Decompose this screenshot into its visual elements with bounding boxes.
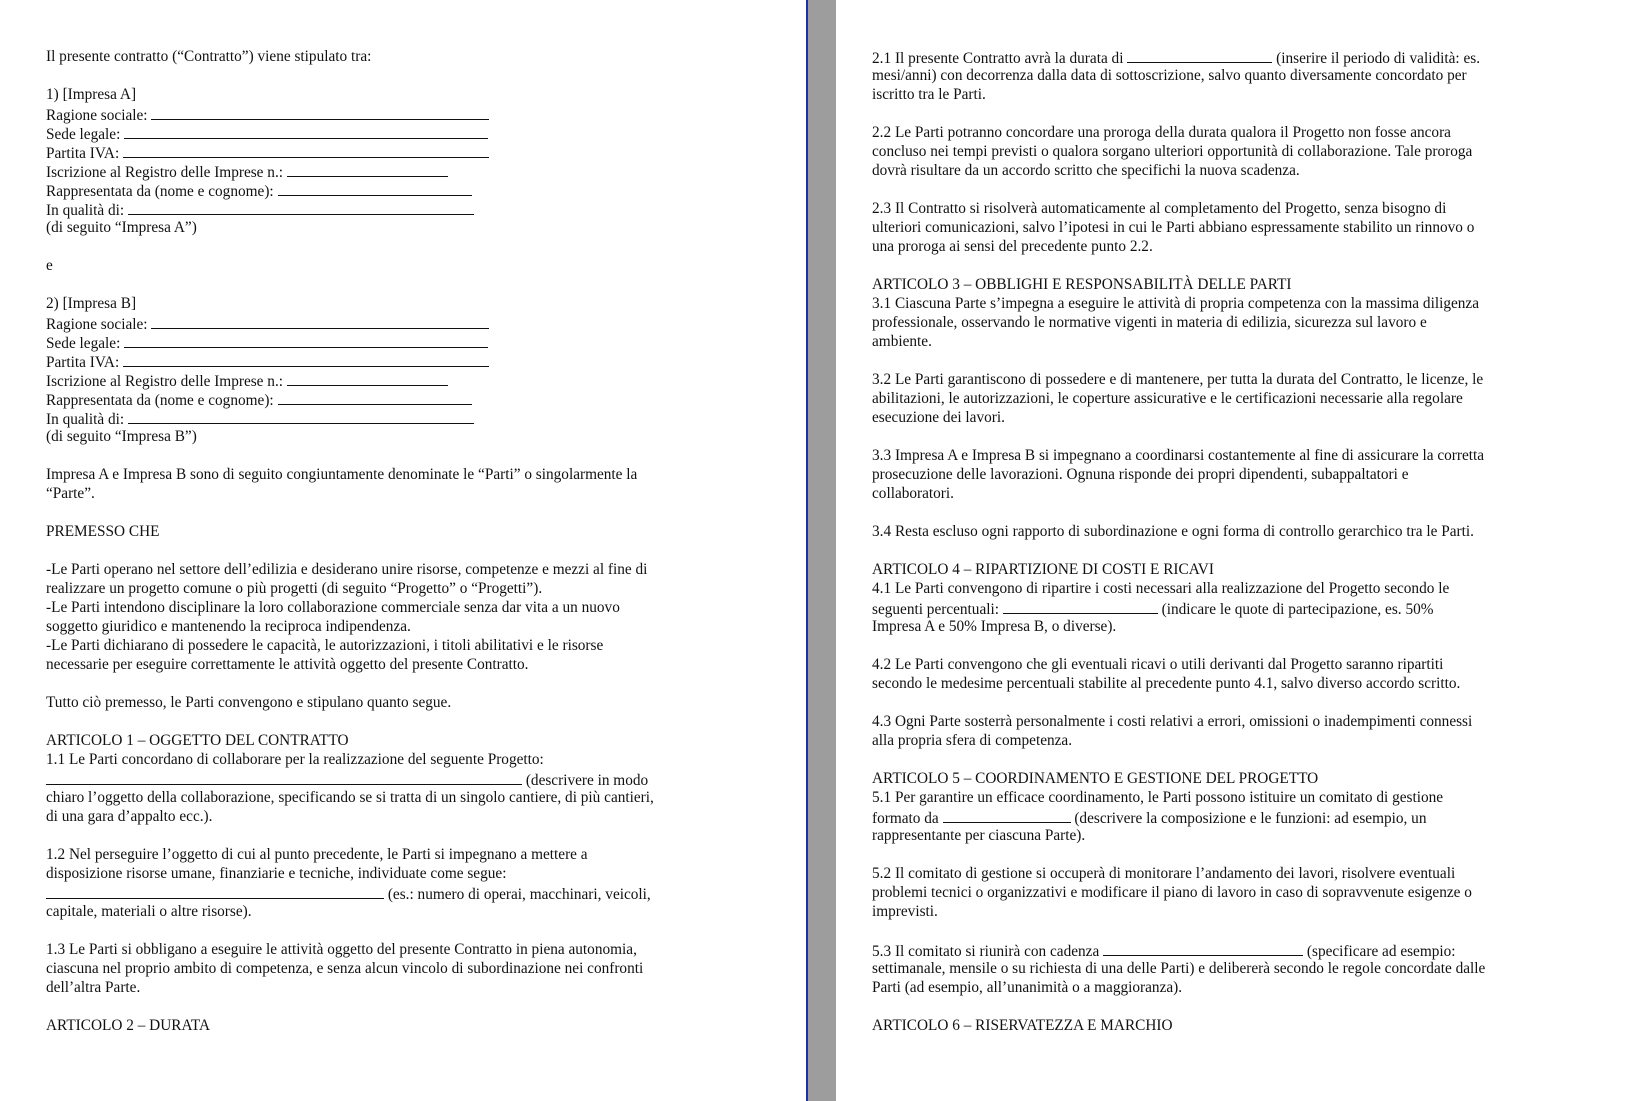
clause-1-3-line-3: dell’altra Parte. xyxy=(46,979,141,996)
clause-2-3-line-1: 2.3 Il Contratto si risolverà automaticamente al completamento del Progetto, senza bisogno di xyxy=(872,200,1447,217)
article-2-2 xyxy=(872,123,1562,180)
clause-4-1-line-1: 4.1 Le Parti convengono di ripartire i costi necessari alla realizzazione del Progetto secondo le xyxy=(872,580,1450,597)
clause-1-2-line-4: capitale, materiali o altre risorse). xyxy=(46,903,252,920)
clause-4-1-line-2a: seguenti percentuali: xyxy=(872,601,1003,618)
parti-definition xyxy=(46,465,746,503)
article-3-heading: ARTICOLO 3 – OBBLIGHI E RESPONSABILITÀ DELLE PARTI xyxy=(872,276,1292,293)
clause-5-3-line-2: settimanale, mensile o su richiesta di una delle Parti) e delibererà secondo le regole concordate dalle xyxy=(872,960,1486,977)
article-2-1 xyxy=(872,47,1562,104)
clause-2-1-line-1b: (inserire il periodo di validità: es. xyxy=(1272,50,1481,67)
premesso-item-1-line-2: realizzare un progetto comune o più progetti (di seguito “Progetto” o “Progetti”). xyxy=(46,580,543,597)
clause-1-2-line-1: 1.2 Nel perseguire l’oggetto di cui al punto precedente, le Parti si impegnano a mettere a xyxy=(46,846,588,863)
premesso-item-3-line-2: necessarie per eseguire correttamente le attività oggetto del presente Contratto. xyxy=(46,656,529,673)
document-page-left[interactable] xyxy=(0,0,806,1101)
clause-1-1-field[interactable] xyxy=(46,769,522,785)
clause-5-3-line-1b: (specificare ad esempio: xyxy=(1303,943,1456,960)
party-b-qualita-label: In qualità di: xyxy=(46,411,125,428)
party-b-registro-label: Iscrizione al Registro delle Imprese n.: xyxy=(46,373,284,390)
party-b-heading: 2) [Impresa B] xyxy=(46,295,137,312)
party-b-piva-field[interactable] xyxy=(123,351,489,367)
conjunction-e: e xyxy=(46,257,53,274)
article-5-2 xyxy=(872,864,1562,921)
party-b-ragione-field[interactable] xyxy=(151,313,489,329)
clause-5-1-line-3: rappresentante per ciascuna Parte). xyxy=(872,827,1086,844)
clause-3-3-line-1: 3.3 Impresa A e Impresa B si impegnano a coordinarsi costantemente al fine di assicurare la corretta xyxy=(872,447,1485,464)
article-6-heading: ARTICOLO 6 – RISERVATEZZA E MARCHIO xyxy=(872,1017,1173,1034)
article-1-heading: ARTICOLO 1 – OGGETTO DEL CONTRATTO xyxy=(46,732,349,749)
clause-2-1-field[interactable] xyxy=(1127,47,1272,63)
tutto-premesso: Tutto ciò premesso, le Parti convengono e stipulano quanto segue. xyxy=(46,694,452,711)
party-a-rappresentata-label: Rappresentata da (nome e cognome): xyxy=(46,183,274,200)
party-a-ragione-field[interactable] xyxy=(151,104,489,120)
clause-1-2-line-2: disposizione risorse umane, finanziarie e tecniche, individuate come segue: xyxy=(46,865,507,882)
clause-4-1-field[interactable] xyxy=(1003,598,1158,614)
article-4-2 xyxy=(872,655,1562,693)
clause-5-1-line-2b: (descrivere la composizione e le funzioni: ad esempio, un xyxy=(1070,810,1427,827)
clause-4-2-line-1: 4.2 Le Parti convengono che gli eventuali ricavi o utili derivanti dal Progetto saranno ripartiti xyxy=(872,656,1444,673)
clause-2-2-line-3: dovrà risultare da un accordo scritto che specifichi la nuova scadenza. xyxy=(872,162,1300,179)
parti-line-2: “Parte”. xyxy=(46,485,95,502)
party-b-ragione-label: Ragione sociale: xyxy=(46,316,148,333)
clause-5-2-line-3: imprevisti. xyxy=(872,903,938,920)
clause-2-3-line-3: una proroga ai sensi del precedente punto 2.2. xyxy=(872,238,1153,255)
clause-4-3-line-1: 4.3 Ogni Parte sosterrà personalmente i costi relativi a errori, omissioni o inadempimenti connessi xyxy=(872,713,1473,730)
party-b-piva-label: Partita IVA: xyxy=(46,354,120,371)
clause-3-2-line-1: 3.2 Le Parti garantiscono di possedere e di mantenere, per tutta la durata del Contratto, le licenze, le xyxy=(872,371,1484,388)
article-4-1 xyxy=(872,560,1562,636)
clause-5-3-line-3: Parti (ad esempio, all’unanimità o a maggioranza). xyxy=(872,979,1183,996)
clause-3-3-line-3: collaboratori. xyxy=(872,485,954,502)
premesso-item-3-line-1: -Le Parti dichiarano di possedere le capacità, le autorizzazioni, i titoli abilitativi e le risorse xyxy=(46,637,604,654)
page-left-text xyxy=(46,47,746,1035)
party-a-registro-label: Iscrizione al Registro delle Imprese n.: xyxy=(46,164,284,181)
article-5-1 xyxy=(872,769,1562,845)
article-4-heading: ARTICOLO 4 – RIPARTIZIONE DI COSTI E RICAVI xyxy=(872,561,1214,578)
article-4-3 xyxy=(872,712,1562,750)
clause-1-1-line-4: di una gara d’appalto ecc.). xyxy=(46,808,213,825)
party-b-sede-label: Sede legale: xyxy=(46,335,121,352)
party-a-qualita-field[interactable] xyxy=(128,199,474,215)
party-a-piva-label: Partita IVA: xyxy=(46,145,120,162)
article-5-3 xyxy=(872,940,1562,997)
page-right-text xyxy=(872,47,1562,1035)
party-b-qualita-field[interactable] xyxy=(128,408,474,424)
clause-5-2-line-1: 5.2 Il comitato di gestione si occuperà di monitorare l’andamento dei lavori, risolvere eventuali xyxy=(872,865,1456,882)
article-1-2 xyxy=(46,845,746,921)
party-a-heading: 1) [Impresa A] xyxy=(46,86,137,103)
party-a-registro-field[interactable] xyxy=(287,161,448,177)
clause-5-3-field[interactable] xyxy=(1103,940,1303,956)
clause-3-2-line-2: abilitazioni, le autorizzazioni, le coperture assicurative e le certificazioni necessarie alla regolare xyxy=(872,390,1463,407)
party-b-registro-field[interactable] xyxy=(287,370,448,386)
party-a-qualita-label: In qualità di: xyxy=(46,202,125,219)
clause-2-2-line-2: concluso nei tempi previsti o qualora sorgano ulteriori opportunità di collaborazione. Tale proroga xyxy=(872,143,1473,160)
article-2-3 xyxy=(872,199,1562,256)
article-1-3 xyxy=(46,940,746,997)
clause-2-1-line-2: mesi/anni) con decorrenza dalla data di sottoscrizione, salvo quanto diversamente concordato per xyxy=(872,67,1467,84)
article-3-2 xyxy=(872,370,1562,427)
clause-2-2-line-1: 2.2 Le Parti potranno concordare una proroga della durata qualora il Progetto non fosse ancora xyxy=(872,124,1451,141)
clause-4-1-line-2b: (indicare le quote di partecipazione, es. 50% xyxy=(1157,601,1434,618)
clause-4-1-line-3: Impresa A e 50% Impresa B, o diverse). xyxy=(872,618,1117,635)
clause-1-1-line-3: chiaro l’oggetto della collaborazione, specificando se si tratta di un singolo cantiere, di più cantieri, xyxy=(46,789,654,806)
clause-2-1-line-1a: 2.1 Il presente Contratto avrà la durata di xyxy=(872,50,1128,67)
clause-1-1-line-2: (descrivere in modo xyxy=(522,772,649,789)
party-b-rappresentata-field[interactable] xyxy=(278,389,472,405)
clause-5-2-line-2: problemi tecnici o organizzativi e modificare il piano di lavoro in caso di sopravvenute esigenze o xyxy=(872,884,1472,901)
article-3-1 xyxy=(872,275,1562,351)
article-2-heading: ARTICOLO 2 – DURATA xyxy=(46,1017,210,1034)
clause-1-3-line-1: 1.3 Le Parti si obbligano a eseguire le attività oggetto del presente Contratto in piena autonomia, xyxy=(46,941,637,958)
party-a-rappresentata-field[interactable] xyxy=(278,180,472,196)
party-a-sede-label: Sede legale: xyxy=(46,126,121,143)
clause-1-2-field[interactable] xyxy=(46,883,384,899)
clause-5-1-line-2a: formato da xyxy=(872,810,943,827)
party-a-piva-field[interactable] xyxy=(123,142,489,158)
party-a-seguito: (di seguito “Impresa A”) xyxy=(46,219,197,236)
premesso-item-2-line-2: soggetto giuridico e mantenendo la reciproca indipendenza. xyxy=(46,618,411,635)
clause-3-2-line-3: esecuzione dei lavori. xyxy=(872,409,1005,426)
article-5-heading: ARTICOLO 5 – COORDINAMENTO E GESTIONE DEL PROGETTO xyxy=(872,770,1319,787)
party-b-sede-field[interactable] xyxy=(124,332,488,348)
intro-text: Il presente contratto (“Contratto”) viene stipulato tra: xyxy=(46,48,372,65)
party-a-block xyxy=(46,85,746,237)
clause-5-1-field[interactable] xyxy=(943,807,1071,823)
party-b-seguito: (di seguito “Impresa B”) xyxy=(46,428,197,445)
clause-4-3-line-2: alla propria sfera di competenza. xyxy=(872,732,1073,749)
clause-2-3-line-2: ulteriori comunicazioni, salvo l’ipotesi in cui le Parti abbiano espressamente stabilito un rinnovo o xyxy=(872,219,1475,236)
premesso-list xyxy=(46,560,746,674)
clause-3-1-line-1: 3.1 Ciascuna Parte s’impegna a eseguire le attività di propria competenza con la massima diligenza xyxy=(872,295,1479,312)
page-gutter xyxy=(806,0,838,1101)
clause-1-2-line-3: (es.: numero di operai, macchinari, veicoli, xyxy=(384,886,651,903)
clause-2-1-line-3: iscritto tra le Parti. xyxy=(872,86,986,103)
clause-1-1-line-1: 1.1 Le Parti concordano di collaborare per la realizzazione del seguente Progetto: xyxy=(46,751,544,768)
clause-5-3-line-1a: 5.3 Il comitato si riunirà con cadenza xyxy=(872,943,1104,960)
clause-5-1-line-1: 5.1 Per garantire un efficace coordinamento, le Parti possono istituire un comitato di gestione xyxy=(872,789,1444,806)
clause-3-3-line-2: prosecuzione delle lavorazioni. Ognuna risponde dei propri dipendenti, subappaltatori e xyxy=(872,466,1409,483)
article-1-1 xyxy=(46,731,746,826)
clause-3-4-line-1: 3.4 Resta escluso ogni rapporto di subordinazione e ogni forma di controllo gerarchico tra le Parti. xyxy=(872,523,1474,540)
party-a-ragione-label: Ragione sociale: xyxy=(46,107,148,124)
party-b-block xyxy=(46,294,746,446)
party-a-sede-field[interactable] xyxy=(124,123,488,139)
article-3-4 xyxy=(872,522,1562,541)
article-3-3 xyxy=(872,446,1562,503)
premesso-heading: PREMESSO CHE xyxy=(46,523,160,540)
clause-3-1-line-2: professionale, osservando le normative vigenti in materia di edilizia, sicurezza sul lavoro e xyxy=(872,314,1427,331)
premesso-item-2-line-1: -Le Parti intendono disciplinare la loro collaborazione commerciale senza dar vita a un nuovo xyxy=(46,599,620,616)
clause-3-1-line-3: ambiente. xyxy=(872,333,932,350)
document-page-right[interactable] xyxy=(836,0,1639,1101)
parti-line-1: Impresa A e Impresa B sono di seguito congiuntamente denominate le “Parti” o singolarmente la xyxy=(46,466,638,483)
clause-4-2-line-2: secondo le medesime percentuali stabilite al precedente punto 4.1, salvo diverso accordo scritto. xyxy=(872,675,1461,692)
clause-1-3-line-2: ciascuna nel proprio ambito di competenza, e senza alcun vincolo di subordinazione nei confronti xyxy=(46,960,644,977)
premesso-item-1-line-1: -Le Parti operano nel settore dell’edilizia e desiderano unire risorse, competenze e mezzi al fine di xyxy=(46,561,648,578)
party-b-rappresentata-label: Rappresentata da (nome e cognome): xyxy=(46,392,274,409)
